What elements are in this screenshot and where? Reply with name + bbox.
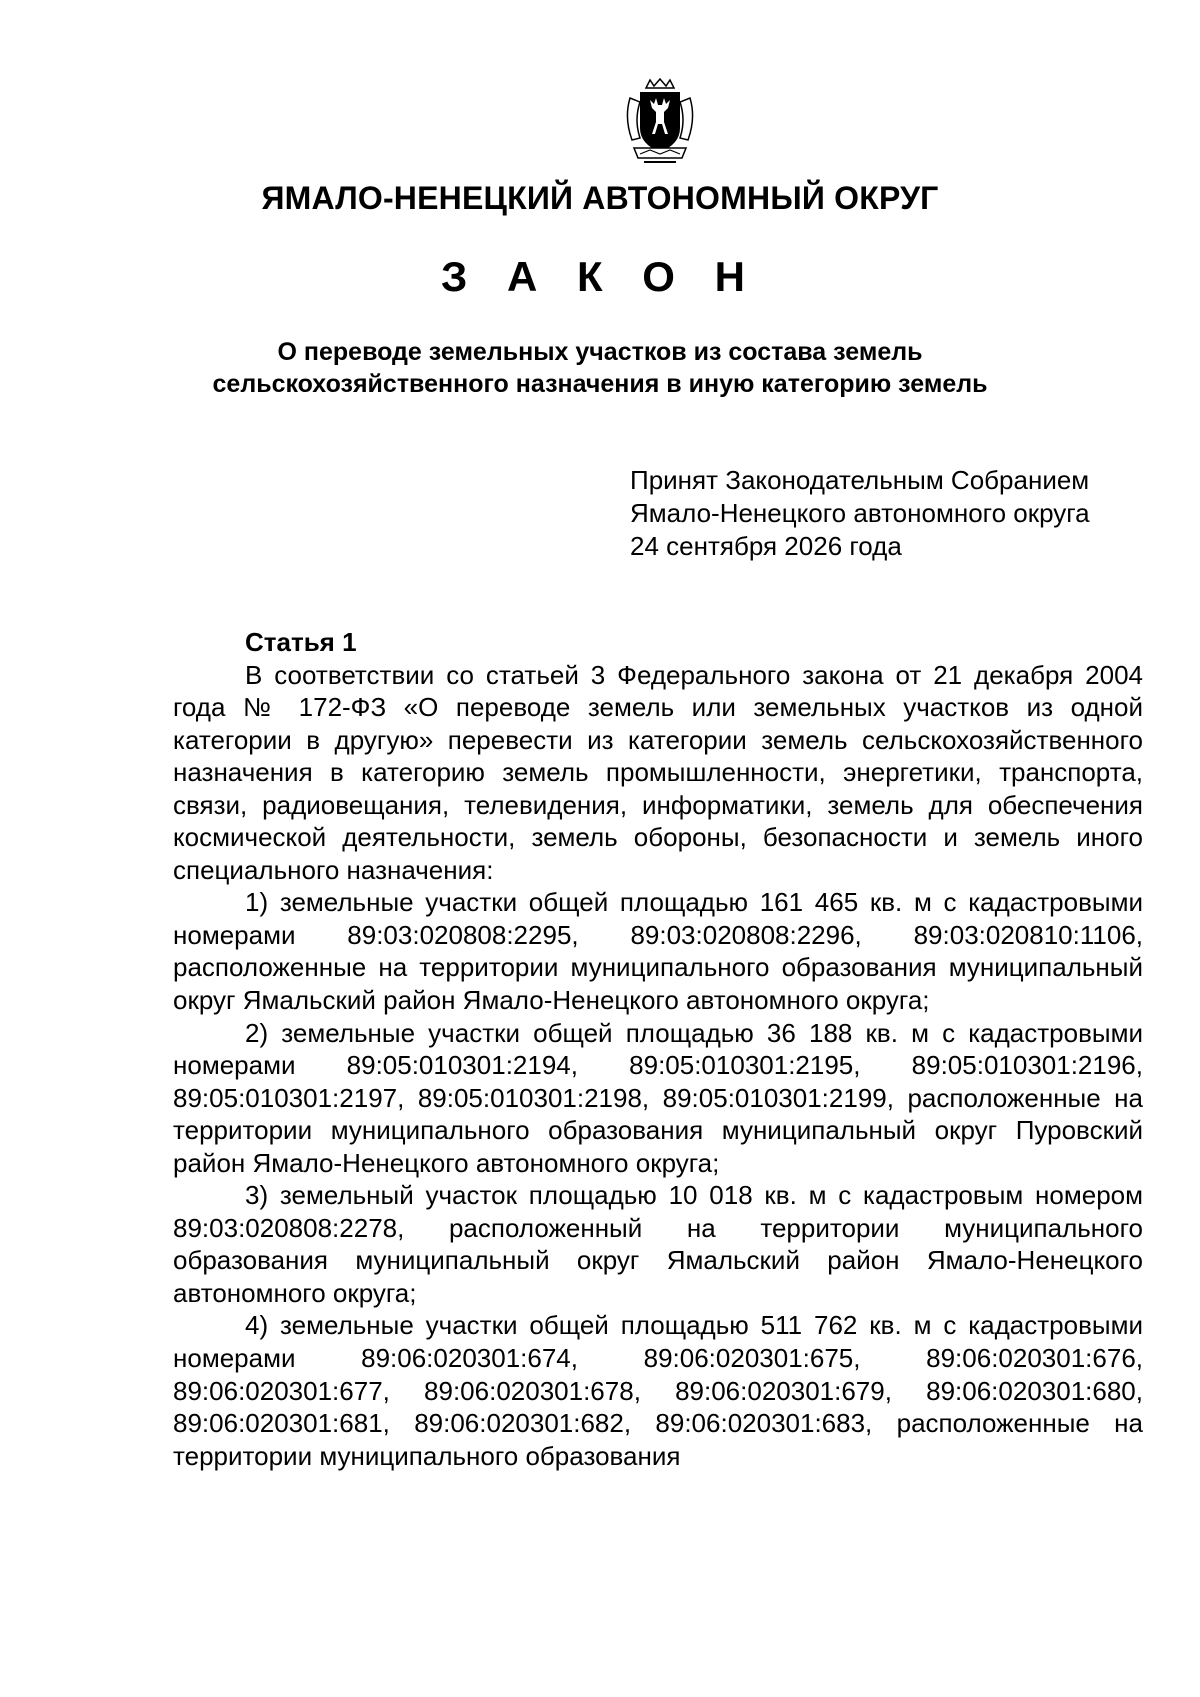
article-heading: Статья 1 [245,627,357,657]
adoption-block [630,464,1090,563]
adoption-date: 24 сентября 2026 года [630,531,902,561]
article-body [173,626,1143,1472]
adoption-line: Ямало-Ненецкого автономного округа [630,498,1090,528]
law-subject-line: сельскохозяйственного назначения в иную категорию земель [212,370,988,398]
adoption-line: Принят Законодательным Собранием [630,465,1090,495]
document-type-title: З А К О Н [441,253,759,300]
article-item: 1) земельные участки общей площадью 161 465 кв. м с кадастровыми номерами 89:03:020808:2295, 89:03:020808:2296, 89:03:020810:1106, расположенные на территории муниципального образования муниципальный округ Ямальский район Ямало-Ненецкого автономного округа; [173,887,1143,1016]
law-subject [0,336,1200,400]
article-item: 4) земельные участки общей площадью 511 762 кв. м с кадастровыми номерами 89:06:020301:674, 89:06:020301:675, 89:06:020301:676, 89:06:020301:677, 89:06:020301:678, 89:06:020301:679, 89:06:020301:680, 89:06:020301:681, 89:06:020301:682, 89:06:020301:683, расположенные на территории муниципального образования [173,1310,1143,1471]
article-item: 3) земельный участок площадью 10 018 кв. м с кадастровым номером 89:03:020808:2278, расположенный на территории муниципального образования муниципальный округ Ямальский район Ямало-Ненецкого автономного округа; [173,1180,1143,1308]
coat-of-arms-emblem-icon [620,78,700,166]
article-item: 2) земельные участки общей площадью 36 188 кв. м с кадастровыми номерами 89:05:010301:2194, 89:05:010301:2195, 89:05:010301:2196, 89:05:010301:2197, 89:05:010301:2198, 89:05:010301:2199, расположенные на территории муниципального образования муниципальный округ Пуровский район Ямало-Ненецкого автономного округа; [173,1017,1143,1178]
region-title: ЯМАЛО-НЕНЕЦКИЙ АВТОНОМНЫЙ ОКРУГ [261,180,939,216]
article-paragraph: В соответствии со статьей 3 Федерального закона от 21 декабря 2004 года № 172-ФЗ «О переводе земель или земельных участков из одной категории в другую» перевести из категории земель сельскохозяйственного назначения в категорию земель промышленности, энергетики, транспорта, связи, радиовещания, телевидения, информатики, земель для обеспечения космической деятельности, земель обороны, безопасности и земель иного специального назначения: [173,659,1143,885]
law-subject-line: О переводе земельных участков из состава земель [277,338,923,366]
